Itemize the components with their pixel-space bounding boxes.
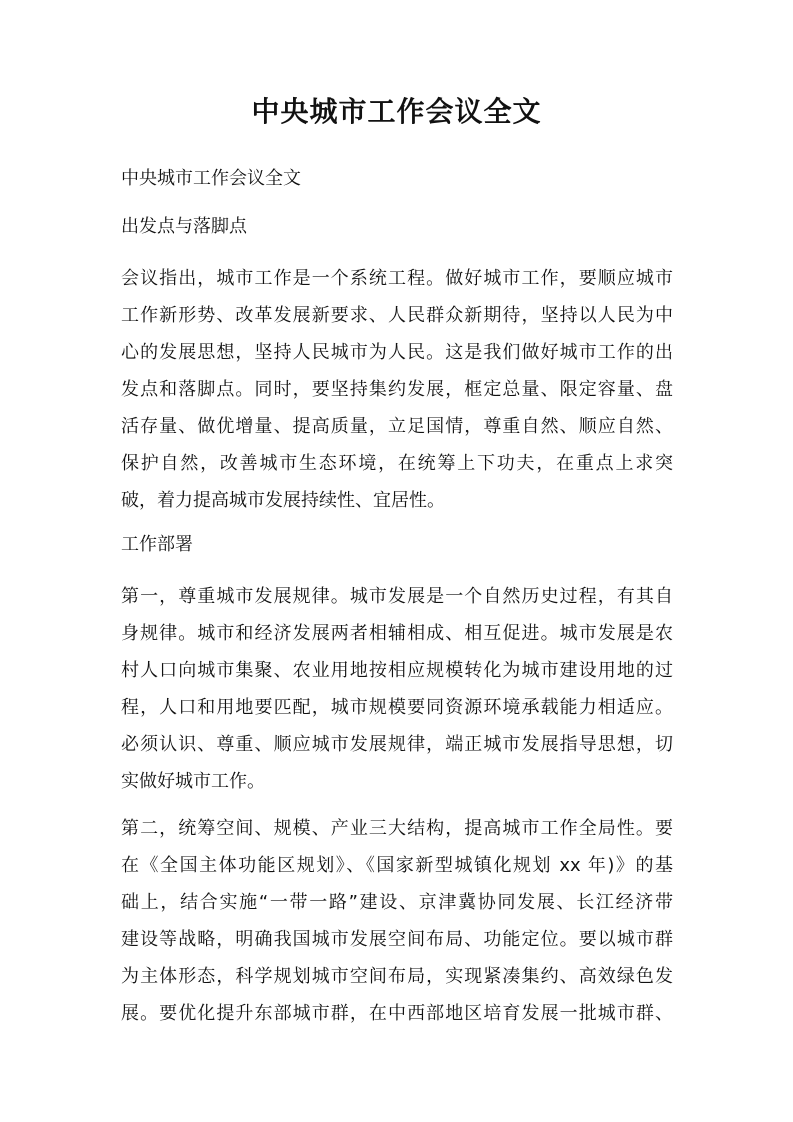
- section-heading-line: 工作部署: [121, 534, 193, 555]
- paragraph-line: 破，着力提高城市发展持续性、宜居性。: [121, 490, 445, 511]
- paragraph-second-point: [121, 810, 673, 1032]
- section-heading-line: 出发点与落脚点: [121, 216, 247, 237]
- paragraph-line: 展。要优化提升东部城市群，在中西部地区培育发展一批城市群、: [121, 1003, 673, 1024]
- paragraph-line: 村人口向城市集聚、农业用地按相应规模转化为城市建设用地的过: [121, 660, 673, 681]
- paragraph-first-point: [121, 578, 673, 800]
- paragraph-line: 活存量、做优增量、提高质量，立足国情，尊重自然、顺应自然、: [121, 416, 673, 437]
- paragraph-line: 建设等战略，明确我国城市发展空间布局、功能定位。要以城市群: [121, 929, 673, 950]
- paragraph-line: 在《全国主体功能区规划》、《国家新型城镇化规划 xx 年)》的基: [121, 855, 673, 876]
- section-heading-starting-point: [121, 212, 673, 241]
- document-title: 中央城市工作会议全文: [251, 95, 542, 128]
- paragraph-line: 必须认识、尊重、顺应城市发展规律，端正城市发展指导思想，切: [121, 734, 673, 755]
- paragraph-line: 础上，结合实施“一带一路”建设、京津冀协同发展、长江经济带: [121, 892, 673, 913]
- paragraph-line: 发点和落脚点。同时，要坚持集约发展，框定总量、限定容量、盘: [121, 379, 673, 400]
- paragraph-line: 工作新形势、改革发展新要求、人民群众新期待，坚持以人民为中: [121, 305, 673, 326]
- paragraph-line: 心的发展思想，坚持人民城市为人民。这是我们做好城市工作的出: [121, 342, 673, 363]
- paragraph-line: 会议指出，城市工作是一个系统工程。做好城市工作，要顺应城市: [121, 268, 673, 289]
- paragraph-line: 身规律。城市和经济发展两者相辅相成、相互促进。城市发展是农: [121, 623, 673, 644]
- document-subtitle: [121, 164, 673, 193]
- paragraph-line: 第一，尊重城市发展规律。城市发展是一个自然历史过程，有其自: [121, 586, 673, 607]
- paragraph-line: 保护自然，改善城市生态环境，在统筹上下功夫，在重点上求突: [121, 453, 673, 474]
- paragraph-line: 实做好城市工作。: [121, 771, 265, 792]
- paragraph-meeting-points: [121, 260, 673, 519]
- paragraph-line: 程，人口和用地要匹配，城市规模要同资源环境承载能力相适应。: [121, 697, 673, 718]
- paragraph-line: 第二，统筹空间、规模、产业三大结构，提高城市工作全局性。要: [121, 818, 673, 839]
- subtitle-line: 中央城市工作会议全文: [121, 168, 301, 189]
- section-heading-deployment: [121, 530, 673, 559]
- paragraph-line: 为主体形态，科学规划城市空间布局，实现紧凑集约、高效绿色发: [121, 966, 673, 987]
